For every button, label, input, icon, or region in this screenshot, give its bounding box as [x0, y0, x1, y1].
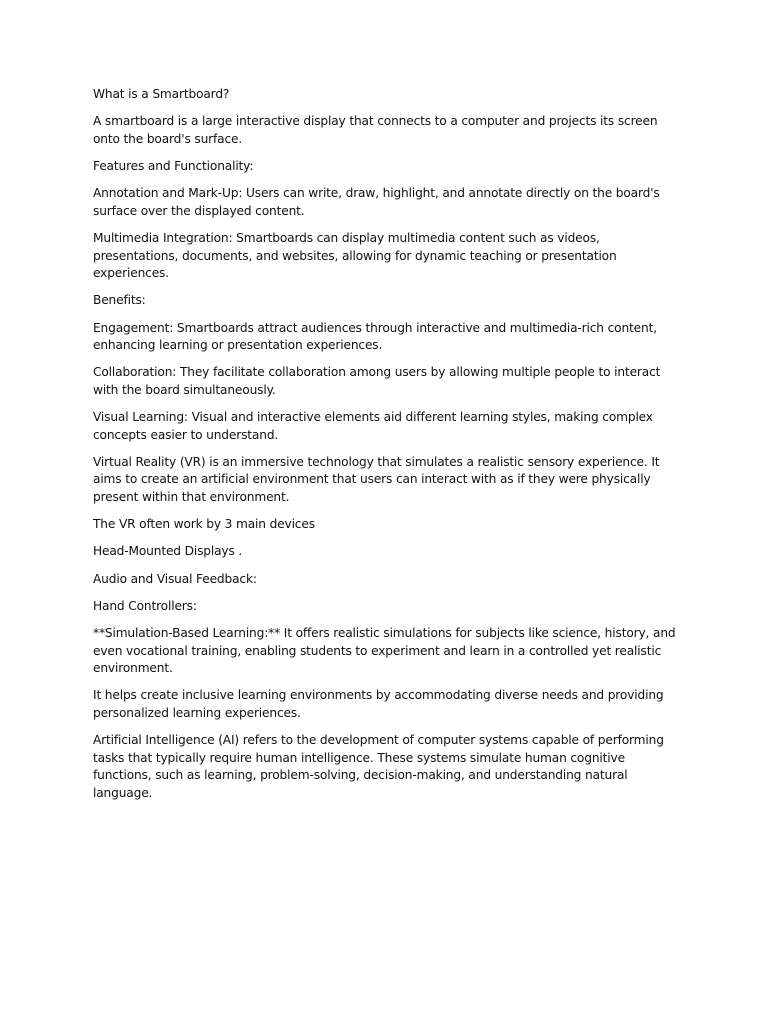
paragraph-visual-learning: Visual Learning: Visual and interactive elements aid different learning styles, making complex concepts easier to understand.: [93, 410, 653, 442]
heading-features: Features and Functionality:: [93, 158, 254, 173]
document-body: [93, 86, 678, 812]
paragraph-smartboard-definition: A smartboard is a large interactive display that connects to a computer and projects its screen onto the board's surface.: [93, 114, 658, 146]
heading-benefits: Benefits:: [93, 293, 146, 308]
paragraph-hand-controllers: Hand Controllers:: [93, 598, 197, 613]
paragraph-simulation-learning: **Simulation-Based Learning:** It offers realistic simulations for subjects like science, history, and even vocational training, enabling students to experiment and learn in a controlled yet realistic environment.: [93, 625, 676, 676]
paragraph-annotation: Annotation and Mark-Up: Users can write, draw, highlight, and annotate directly on the board's surface over the displayed content.: [93, 186, 660, 218]
paragraph-inclusive-learning: It helps create inclusive learning environments by accommodating diverse needs and providing personalized learning experiences.: [93, 688, 664, 720]
paragraph-vr-devices: The VR often work by 3 main devices: [93, 517, 315, 532]
paragraph-vr-definition: Virtual Reality (VR) is an immersive technology that simulates a realistic sensory experience. It aims to create an artificial environment that users can interact with as if they were physically present within that environment.: [93, 454, 660, 505]
paragraph-multimedia: Multimedia Integration: Smartboards can display multimedia content such as videos, presentations, documents, and websites, allowing for dynamic teaching or presentation experiences.: [93, 230, 617, 281]
paragraph-audio-visual: Audio and Visual Feedback:: [93, 571, 257, 586]
paragraph-ai-definition: Artificial Intelligence (AI) refers to the development of computer systems capable of performing tasks that typically require human intelligence. These systems simulate human cognitive functions, such as learning, problem-solving, decision-making, and understanding natural language.: [93, 733, 664, 800]
heading-smartboard: What is a Smartboard?: [93, 87, 230, 101]
paragraph-head-mounted: Head-Mounted Displays .: [93, 544, 243, 559]
paragraph-engagement: Engagement: Smartboards attract audiences through interactive and multimedia-rich content, enhancing learning or presentation experiences.: [93, 320, 657, 353]
paragraph-collaboration: Collaboration: They facilitate collaboration among users by allowing multiple people to interact with the board simultaneously.: [93, 365, 661, 397]
